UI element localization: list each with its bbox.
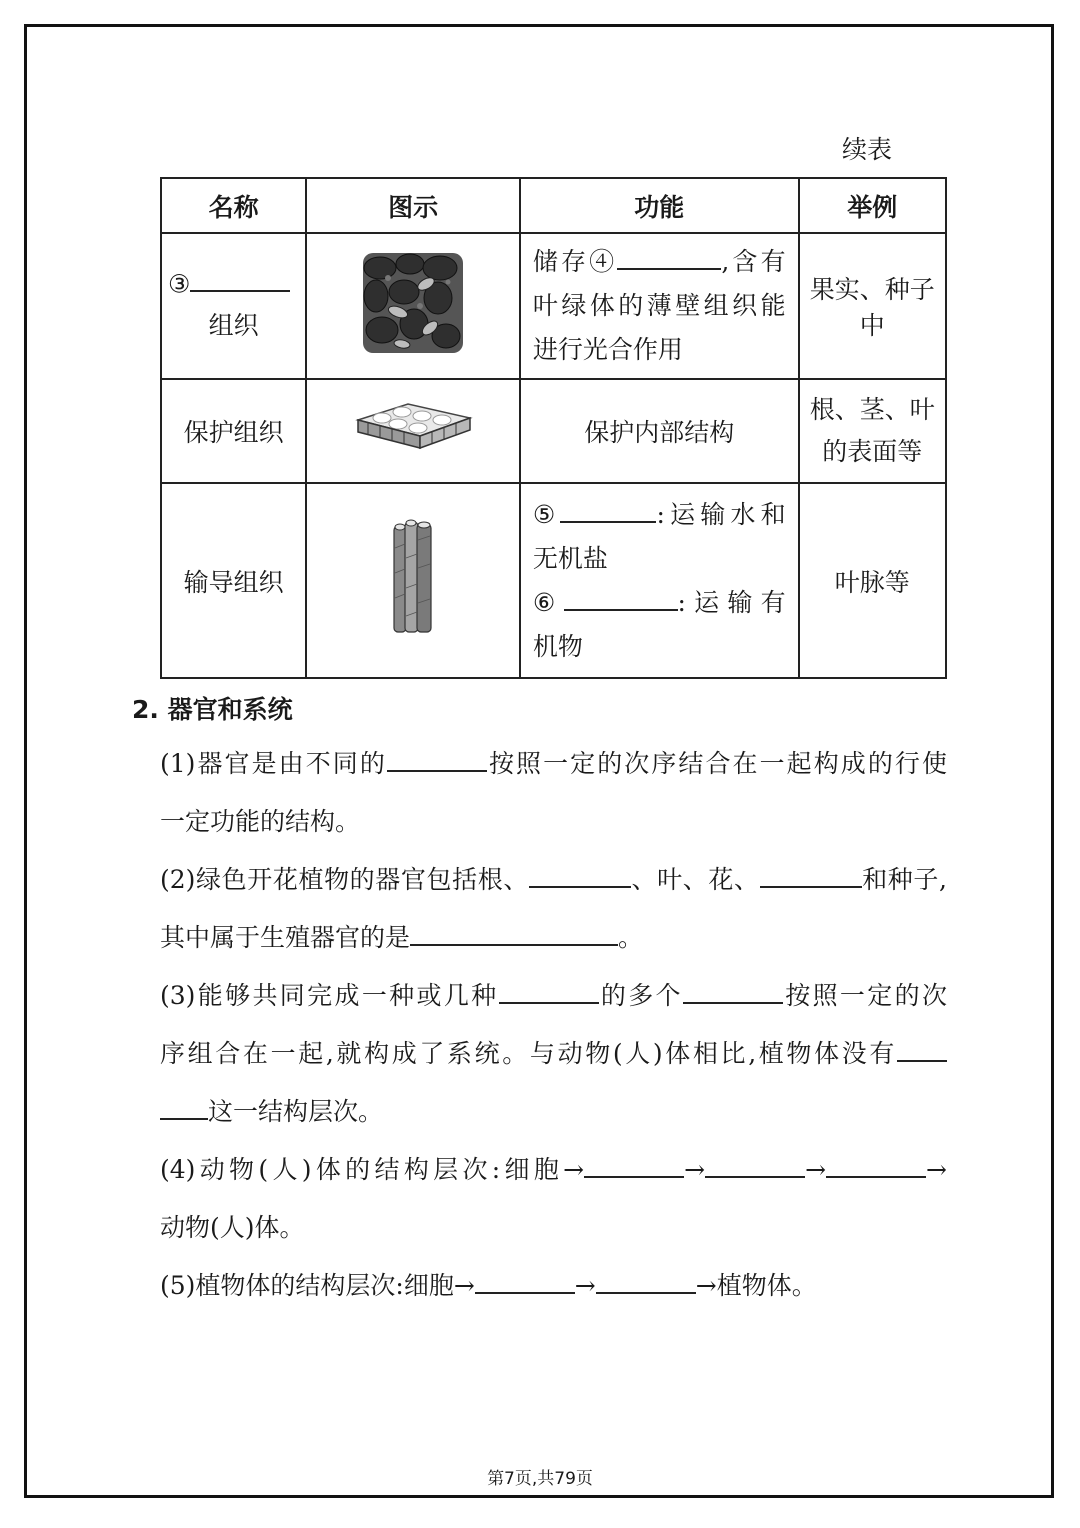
header-example: 举例 [799, 178, 946, 233]
question-text: 序组合在一起,就构成了系统。与动物(人)体相比,植物体没有 [160, 1039, 897, 1068]
question-3-cont [160, 1025, 947, 1083]
arrow-icon: → [926, 1155, 947, 1184]
question-3 [160, 967, 947, 1025]
answer-blank[interactable] [584, 1150, 684, 1178]
table-row [161, 379, 946, 483]
question-1 [160, 735, 947, 793]
section-title: 2. 器官和系统 [132, 695, 293, 724]
tissue-name-cell: 保护组织 [161, 379, 306, 483]
question-text: (1)器官是由不同的 [160, 749, 387, 778]
function-cell: 保护内部结构 [520, 379, 799, 483]
question-4-cont: 动物(人)体。 [160, 1213, 305, 1242]
protective-illustration-cell [306, 379, 520, 483]
tissue-name-cell [161, 233, 306, 379]
question-text: 按照一定的次 [782, 981, 947, 1010]
question-text: 按照一定的次序结合在一起构成的行使 [486, 749, 947, 778]
function-text: ,含有 [721, 247, 786, 276]
example-cell [799, 379, 946, 483]
question-text: →植物体。 [695, 1271, 817, 1300]
question-text: 的多个 [598, 981, 683, 1010]
circled-number-6: ⑥ [532, 587, 564, 617]
answer-blank[interactable] [499, 976, 599, 1004]
function-text: 叶绿体的薄壁组织能 [532, 291, 786, 320]
question-text: 。 [618, 923, 644, 952]
answer-blank[interactable] [705, 1150, 805, 1178]
answer-blank[interactable] [410, 918, 618, 946]
arrow-icon: → [574, 1271, 596, 1300]
question-text: (3)能够共同完成一种或几种 [160, 981, 499, 1010]
function-text: :运输水和 [656, 499, 786, 529]
arrow-icon: → [684, 1155, 706, 1184]
example-text: 根、茎、叶 [809, 395, 935, 424]
question-5 [160, 1257, 947, 1315]
tissue-name-suffix: 组织 [208, 311, 259, 341]
answer-blank-3[interactable] [190, 264, 290, 292]
circled-number-5: ⑤ [532, 499, 561, 529]
arrow-icon: → [805, 1155, 827, 1184]
question-text: 这一结构层次。 [208, 1097, 384, 1126]
function-text: :运输有 [677, 587, 786, 617]
function-cell [520, 483, 799, 678]
example-text: 的表面等 [822, 437, 923, 466]
example-cell: 叶脉等 [799, 483, 946, 678]
question-text: 和种子, [861, 865, 947, 894]
continued-table-label: 续表 [842, 135, 893, 164]
answer-blank[interactable] [160, 1092, 208, 1120]
question-4 [160, 1141, 947, 1199]
answer-blank-6[interactable] [564, 582, 678, 610]
function-text: 储存④ [532, 247, 618, 276]
answer-blank[interactable] [529, 860, 631, 888]
parenchyma-tissue-illustration [358, 248, 468, 358]
function-text: 机物 [532, 631, 583, 661]
question-text: (4)动物(人)体的结构层次:细胞→ [160, 1155, 585, 1184]
answer-blank[interactable] [387, 744, 487, 772]
function-text: 无机盐 [532, 543, 608, 573]
tissue-name-cell: 输导组织 [161, 483, 306, 678]
question-text: 其中属于生殖器官的是 [160, 923, 411, 952]
question-text: 、叶、花、 [630, 865, 760, 894]
answer-blank[interactable] [897, 1034, 947, 1062]
conducting-illustration-cell [306, 483, 520, 678]
answer-blank[interactable] [826, 1150, 926, 1178]
conducting-tissue-illustration [388, 518, 438, 638]
question-text: (2)绿色开花植物的器官包括根、 [160, 865, 529, 894]
answer-blank[interactable] [683, 976, 783, 1004]
table-row [161, 233, 946, 379]
table-row [161, 483, 946, 678]
plant-tissue-table [160, 177, 947, 679]
question-3-cont2 [160, 1083, 947, 1141]
question-2-cont [160, 909, 947, 967]
page-number: 第7页,共79页 [487, 1469, 593, 1489]
parenchyma-illustration-cell [306, 233, 520, 379]
answer-blank-4[interactable] [617, 242, 721, 270]
question-2 [160, 851, 947, 909]
header-figure: 图示 [306, 178, 520, 233]
function-text: 进行光合作用 [532, 335, 683, 364]
question-1-cont: 一定功能的结构。 [160, 807, 361, 836]
answer-blank-5[interactable] [560, 494, 656, 522]
organ-system-questions [160, 735, 947, 1315]
circled-number-3: ③ [168, 269, 191, 299]
header-function: 功能 [520, 178, 799, 233]
function-cell [520, 233, 799, 379]
answer-blank[interactable] [760, 860, 862, 888]
answer-blank[interactable] [596, 1266, 696, 1294]
example-cell: 果实、种子中 [799, 233, 946, 379]
question-text: (5)植物体的结构层次:细胞→ [160, 1271, 475, 1300]
table-header-row [161, 178, 946, 233]
protective-tissue-illustration [348, 398, 478, 458]
header-name: 名称 [161, 178, 306, 233]
answer-blank[interactable] [475, 1266, 575, 1294]
